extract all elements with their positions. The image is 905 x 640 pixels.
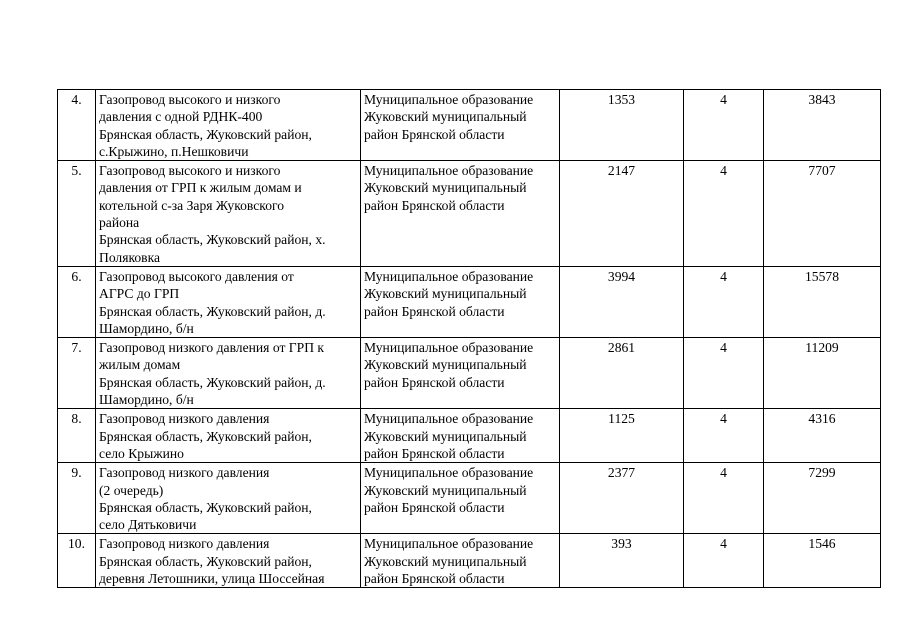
owner-line: район Брянской области bbox=[364, 303, 505, 319]
description-line: Газопровод высокого и низкого bbox=[99, 163, 281, 179]
description-line: Шамордино, б/н bbox=[99, 320, 194, 336]
description-line: котельной с-за Заря Жуковского bbox=[99, 197, 285, 213]
table-row bbox=[58, 90, 881, 161]
object-description bbox=[96, 90, 361, 161]
category-cell: 4 bbox=[684, 338, 764, 409]
length-cell: 1125 bbox=[560, 409, 684, 463]
description-line: Шамордино, б/н bbox=[99, 392, 194, 408]
object-description bbox=[96, 409, 361, 463]
row-number-text: 8. bbox=[71, 411, 82, 427]
description-line: давления от ГРП к жилым домам и bbox=[99, 180, 302, 196]
owner-line: Муниципальное образование bbox=[364, 465, 534, 481]
owner-line: Жуковский муниципальный bbox=[364, 428, 527, 444]
value-cell: 7707 bbox=[764, 161, 881, 267]
object-description bbox=[96, 266, 361, 337]
object-description bbox=[96, 161, 361, 267]
description-line: Газопровод низкого давления bbox=[99, 465, 270, 481]
description-line: Брянская область, Жуковский район, bbox=[99, 428, 312, 444]
category-cell: 4 bbox=[684, 409, 764, 463]
description-line: жилым домам bbox=[99, 357, 181, 373]
owner-line: Жуковский муниципальный bbox=[364, 286, 527, 302]
table-row bbox=[58, 409, 881, 463]
owner-line: район Брянской области bbox=[364, 374, 505, 390]
length-cell: 3994 bbox=[560, 266, 684, 337]
description-line: село Дятьковичи bbox=[99, 517, 197, 533]
row-number bbox=[58, 161, 96, 267]
description-line: АГРС до ГРП bbox=[99, 286, 180, 302]
category-cell: 4 bbox=[684, 161, 764, 267]
category-cell: 4 bbox=[684, 463, 764, 534]
value-cell: 1546 bbox=[764, 534, 881, 588]
value-cell: 4316 bbox=[764, 409, 881, 463]
row-number-text: 6. bbox=[71, 268, 82, 284]
owner-line: Жуковский муниципальный bbox=[364, 482, 527, 498]
description-line: деревня Летошники, улица Шоссейная bbox=[99, 571, 325, 587]
length-cell: 2377 bbox=[560, 463, 684, 534]
value-cell: 11209 bbox=[764, 338, 881, 409]
row-number-text: 7. bbox=[71, 340, 82, 356]
owner-line: Муниципальное образование bbox=[364, 92, 534, 107]
row-number bbox=[58, 463, 96, 534]
length-cell: 2861 bbox=[560, 338, 684, 409]
owner-line: Жуковский муниципальный bbox=[364, 553, 527, 569]
owner-line: район Брянской области bbox=[364, 197, 505, 213]
owner-line: Жуковский муниципальный bbox=[364, 109, 527, 125]
length-cell: 2147 bbox=[560, 161, 684, 267]
value-cell: 15578 bbox=[764, 266, 881, 337]
description-line: с.Крыжино, п.Нешковичи bbox=[99, 143, 249, 159]
description-line: давления с одной РДНК-400 bbox=[99, 109, 263, 125]
owner-line: Жуковский муниципальный bbox=[364, 180, 527, 196]
table-row bbox=[58, 161, 881, 267]
row-number-text: 10. bbox=[68, 536, 85, 552]
description-line: Газопровод высокого давления от bbox=[99, 268, 294, 284]
owner-cell bbox=[361, 409, 560, 463]
length-cell: 1353 bbox=[560, 90, 684, 161]
row-number-text: 9. bbox=[71, 465, 82, 481]
table-row bbox=[58, 338, 881, 409]
table-row bbox=[58, 266, 881, 337]
owner-line: Жуковский муниципальный bbox=[364, 357, 527, 373]
row-number-text: 5. bbox=[71, 163, 82, 179]
owner-line: район Брянской области bbox=[364, 126, 505, 142]
description-line: (2 очередь) bbox=[99, 482, 164, 498]
description-line: село Крыжино bbox=[99, 445, 184, 461]
row-number bbox=[58, 90, 96, 161]
object-description bbox=[96, 338, 361, 409]
description-line: Брянская область, Жуковский район, х. bbox=[99, 232, 326, 248]
row-number bbox=[58, 338, 96, 409]
owner-line: Муниципальное образование bbox=[364, 340, 534, 356]
table-row bbox=[58, 534, 881, 588]
owner-line: район Брянской области bbox=[364, 445, 505, 461]
owner-cell bbox=[361, 90, 560, 161]
owner-line: Муниципальное образование bbox=[364, 536, 534, 552]
owner-line: Муниципальное образование bbox=[364, 411, 534, 427]
description-line: Брянская область, Жуковский район, bbox=[99, 553, 312, 569]
owner-cell bbox=[361, 534, 560, 588]
description-line: Газопровод низкого давления bbox=[99, 536, 270, 552]
description-line: Газопровод низкого давления от ГРП к bbox=[99, 340, 325, 356]
object-description bbox=[96, 534, 361, 588]
value-cell: 7299 bbox=[764, 463, 881, 534]
table-row bbox=[58, 463, 881, 534]
description-line: района bbox=[99, 215, 140, 231]
row-number bbox=[58, 409, 96, 463]
owner-cell bbox=[361, 338, 560, 409]
row-number-text: 4. bbox=[71, 92, 82, 107]
description-line: Брянская область, Жуковский район, bbox=[99, 499, 312, 515]
description-line: Брянская область, Жуковский район, д. bbox=[99, 374, 326, 390]
category-cell: 4 bbox=[684, 534, 764, 588]
length-cell: 393 bbox=[560, 534, 684, 588]
owner-line: Муниципальное образование bbox=[364, 268, 534, 284]
description-line: Газопровод низкого давления bbox=[99, 411, 270, 427]
value-cell: 3843 bbox=[764, 90, 881, 161]
row-number bbox=[58, 266, 96, 337]
description-line: Брянская область, Жуковский район, bbox=[99, 126, 312, 142]
description-line: Поляковка bbox=[99, 249, 161, 265]
description-line: Брянская область, Жуковский район, д. bbox=[99, 303, 326, 319]
row-number bbox=[58, 534, 96, 588]
owner-line: район Брянской области bbox=[364, 571, 505, 587]
owner-cell bbox=[361, 266, 560, 337]
description-line: Газопровод высокого и низкого bbox=[99, 92, 281, 107]
category-cell: 4 bbox=[684, 90, 764, 161]
owner-line: район Брянской области bbox=[364, 499, 505, 515]
category-cell: 4 bbox=[684, 266, 764, 337]
gas-pipeline-table bbox=[57, 89, 881, 588]
owner-line: Муниципальное образование bbox=[364, 163, 534, 179]
owner-cell bbox=[361, 463, 560, 534]
table-body bbox=[58, 90, 881, 588]
owner-cell bbox=[361, 161, 560, 267]
object-description bbox=[96, 463, 361, 534]
